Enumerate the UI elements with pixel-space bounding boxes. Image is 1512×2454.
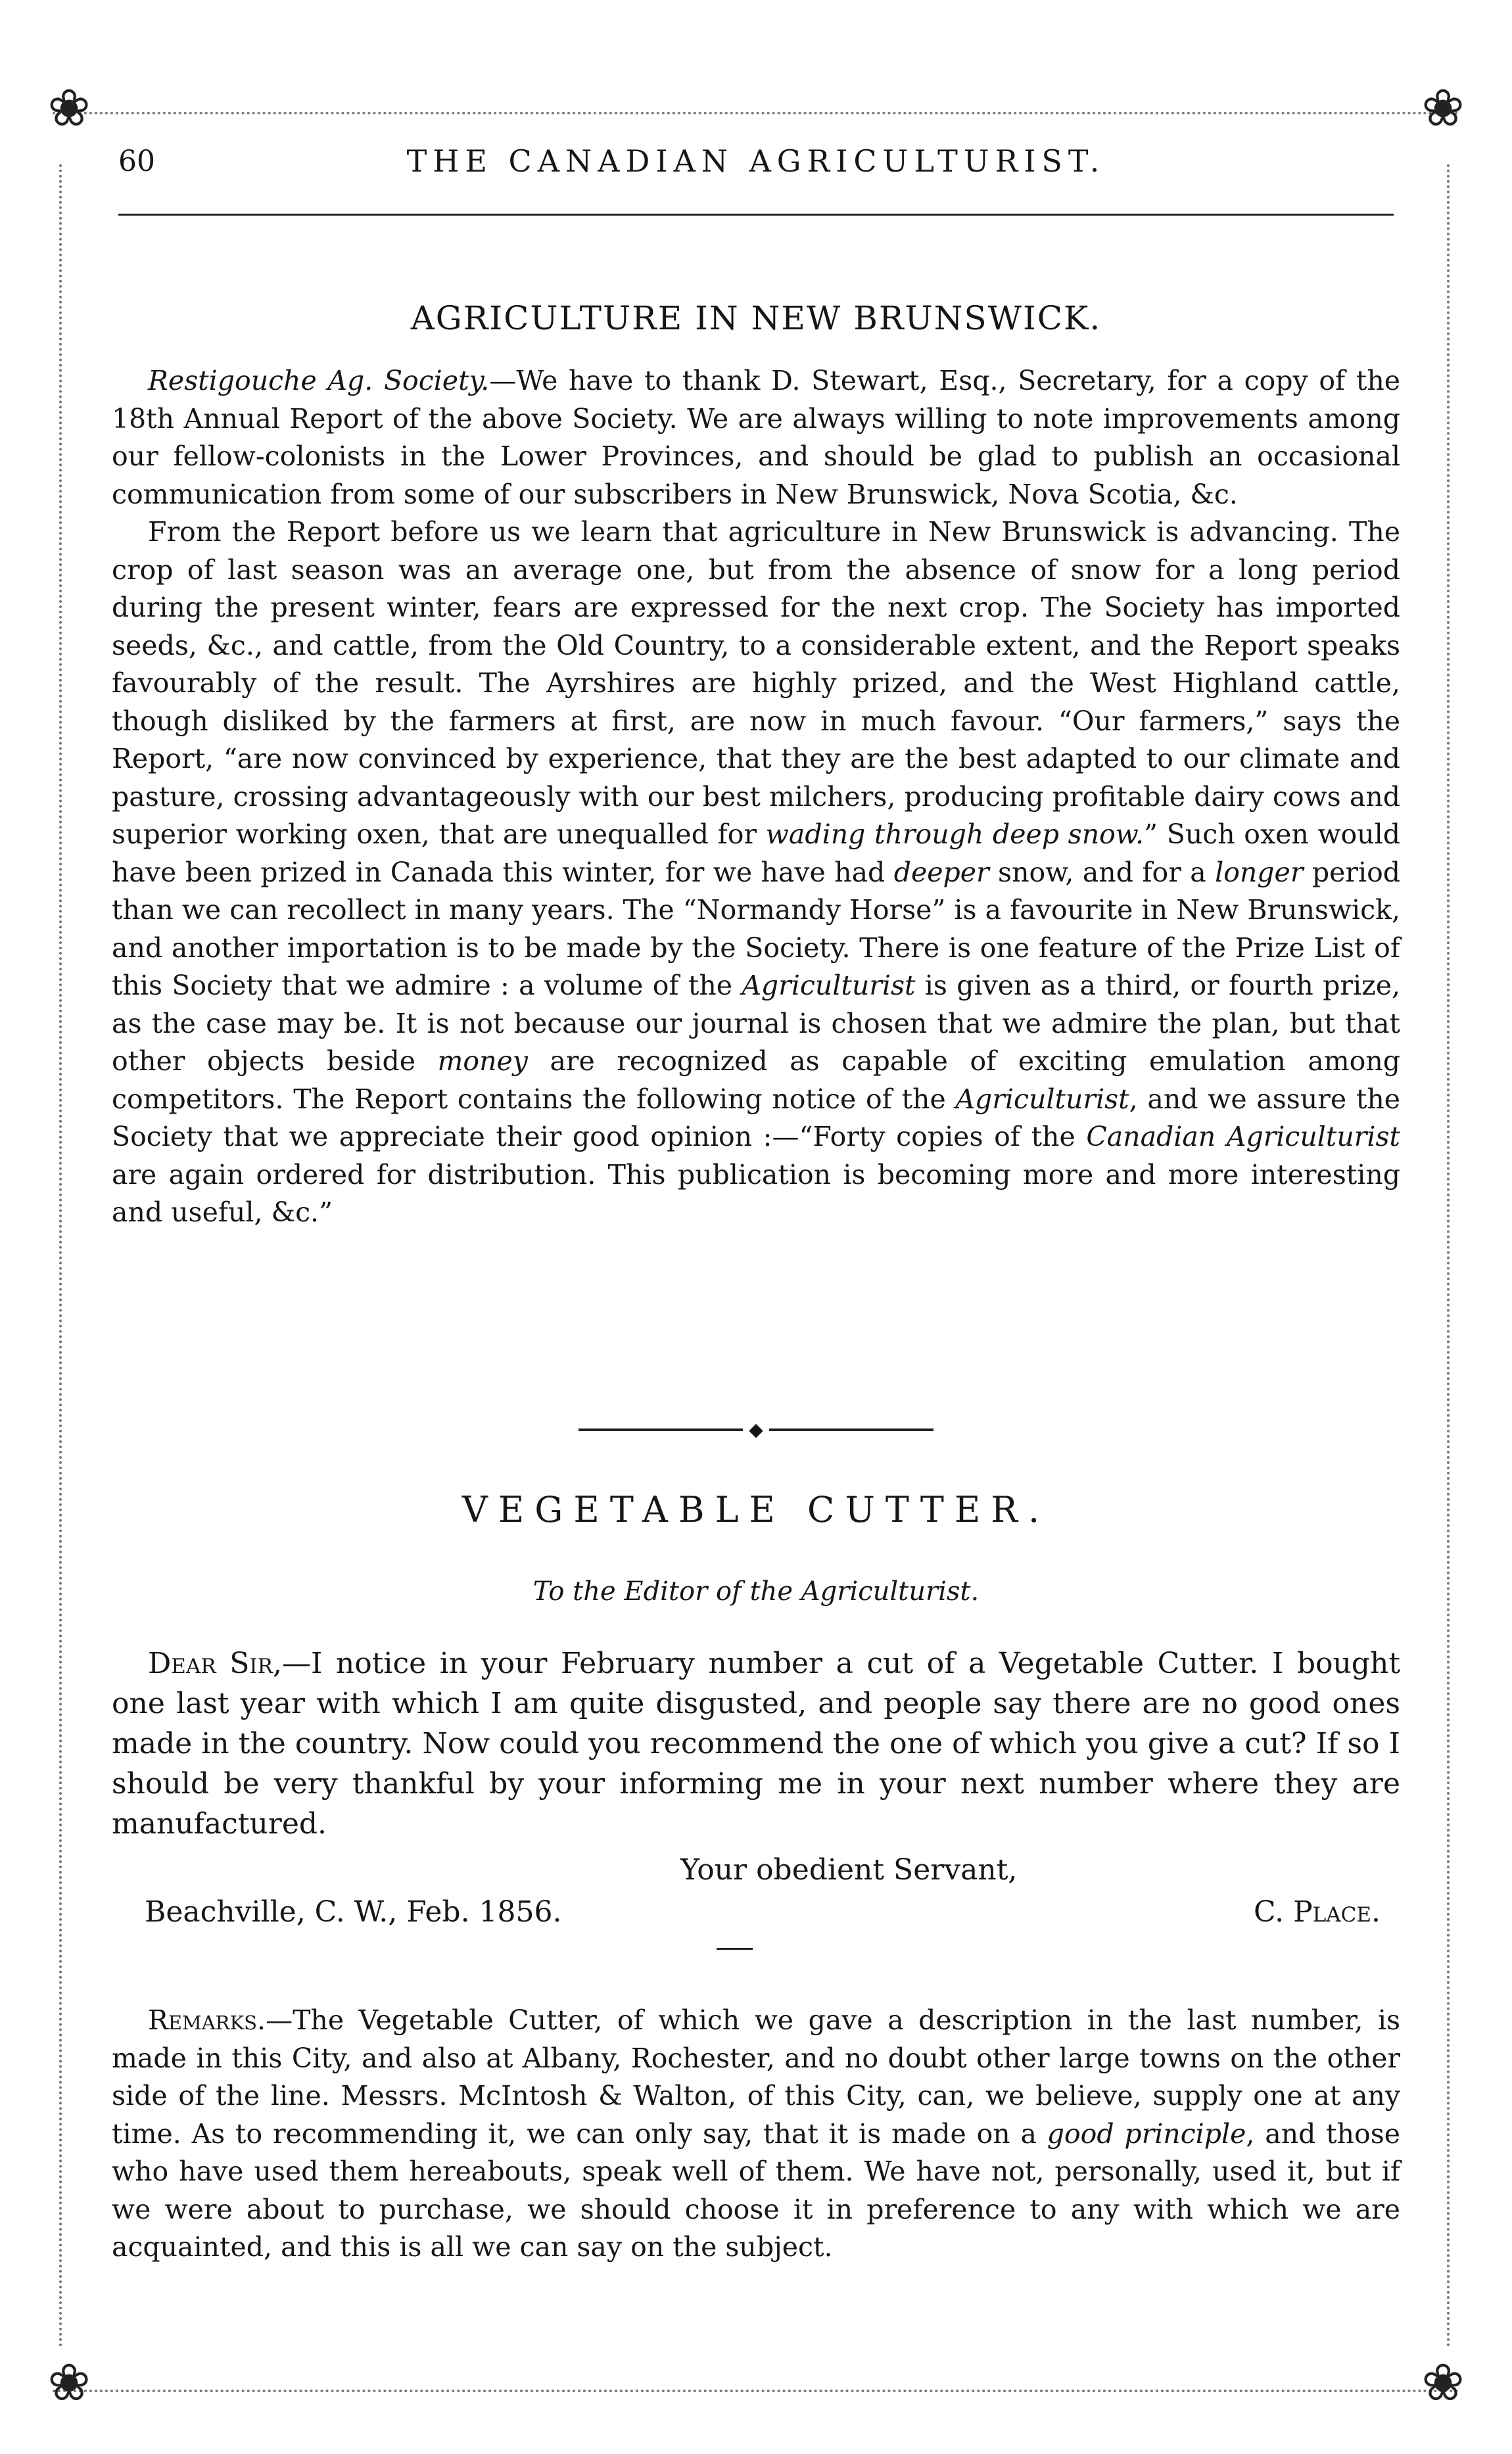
text-run: From the Report before us we learn that agriculture in New Brunswick is advancing. The crop of last season was an average one, but from the absence of snow for a long period during the present winter, fears are expressed for the next crop. The Society has imported seeds, &c., and cattle, from the Old Country, to a considerable extent, and the Report speaks favourably of the result. The Ayrshires are highly prized, and the West Highland cattle, though disliked by the farmers at first, are now in much favour. “Our farmers,” says the Report, “are now convinced by experience, that they are the best adapted to our climate and pasture, crossing advantageously with our best milchers, producing profitable dairy cows and superior working oxen, that are unequalled for — [112, 516, 1400, 850]
running-head — [118, 131, 1394, 191]
text-run: are again ordered for distribution. This publication is becoming more and more interesting and useful, &c.” — [112, 1158, 1400, 1228]
border-left — [59, 164, 62, 2349]
place-date: Beachville, C. W., Feb. 1856. — [145, 1895, 562, 1929]
editor-remarks — [112, 2002, 1400, 2267]
text-run: ” Such oxen would have been prized in Canada this winter, for we have had — [112, 818, 1401, 888]
article-new-brunswick — [112, 299, 1400, 1232]
remarks-paragraph — [112, 2002, 1400, 2267]
text-run: —The Vegetable Cutter, of which we gave a description in the last number, is made in this City, and also at Albany, Rochester, and no doubt other large towns on the other side of the line. Messrs. McIntosh & Walton, of this City, can, we believe, supply one at any time. As to recommending it, we can only say, that it is made on a — [112, 2004, 1400, 2150]
corner-ornament-icon: ❀ — [47, 2353, 91, 2413]
remarks-lead: Remarks. — [148, 2004, 266, 2036]
diamond-icon: ◆ — [743, 1421, 769, 1438]
section-divider — [0, 1420, 1512, 1440]
border-right — [1447, 164, 1450, 2349]
border-top — [53, 112, 1459, 114]
signature: C. Place. — [1254, 1895, 1381, 1929]
italic-run: longer — [1215, 856, 1304, 888]
text-run: , and those who have used them hereabouts, speak well of them. We have not, personally, used it, but if we were about to purchase, we should choose it in preference to any with which we are acquainted, and this is all we can say on the subject. — [112, 2117, 1401, 2263]
italic-run: Agriculturist — [742, 970, 916, 1001]
text-run: are recognized as capable of exciting emulation among competitors. The Report contains the following notice of the — [112, 1045, 1400, 1115]
article-title: AGRICULTURE IN NEW BRUNSWICK. — [410, 299, 1102, 337]
text-run: snow, and for a — [989, 856, 1216, 888]
paragraph-lead: Restigouche Ag. Society. — [148, 365, 490, 396]
header-rule — [118, 214, 1394, 216]
page-number: 60 — [118, 145, 155, 178]
italic-run: good principle — [1047, 2117, 1246, 2150]
border-bottom — [53, 2390, 1459, 2392]
italic-run: money — [437, 1045, 528, 1077]
salutation: Dear Sir, — [148, 1647, 282, 1680]
article-title: VEGETABLE CUTTER. — [461, 1489, 1051, 1530]
letter-address: To the Editor of the Agriculturist. — [532, 1576, 980, 1607]
italic-run: wading through deep snow. — [765, 818, 1145, 850]
corner-ornament-icon: ❀ — [47, 79, 91, 138]
signature-line — [112, 1891, 1400, 1936]
paragraph-text: —We have to thank D. Stewart, Esq., Secretary, for a copy of the 18th Annual Report of the above Society. We are always willing to note improvements among our fellow-colonists in the Lower Provinces, and should be glad to publish an occasional communication from some of our subscribers in New Brunswick, Nova Scotia, &c. — [112, 365, 1400, 510]
journal-title: THE CANADIAN AGRICULTURIST. — [406, 143, 1106, 179]
letter-closing: Your obedient Servant, — [680, 1853, 1018, 1887]
letter-body — [112, 1643, 1400, 1844]
short-rule — [717, 1948, 753, 1950]
text-run: is given as a third, or fourth prize, as the case may be. It is not because our journal is chosen that we admire the plan, but that other objects beside — [112, 970, 1400, 1077]
paragraph — [112, 513, 1400, 1232]
corner-ornament-icon: ❀ — [1421, 79, 1465, 138]
corner-ornament-icon: ❀ — [1421, 2353, 1465, 2413]
letter-text: —I notice in your February number a cut of a Vegetable Cutter. I bought one last year with which I am quite disgusted, and people say there are no good ones made in the country. Now could you recommend the one of which you give a cut? If so I should be very thankful by your informing me in your next number where they are manufactured. — [112, 1647, 1400, 1841]
italic-run: Agriculturist — [955, 1083, 1129, 1115]
article-vegetable-cutter — [112, 1489, 1400, 1936]
text-run: , and we assure the Society that we appreciate their good opinion :—“Forty copies of the — [112, 1083, 1400, 1152]
italic-run: deeper — [893, 856, 989, 888]
italic-run: Canadian Agriculturist — [1086, 1121, 1400, 1152]
text-run: period than we can recollect in many years. The “Normandy Horse” is a favourite in New Brunswick, and another importation is to be made by the Society. There is one feature of the Prize List of this Society that we admire : a volume of the — [112, 856, 1400, 1001]
paragraph — [112, 362, 1400, 513]
